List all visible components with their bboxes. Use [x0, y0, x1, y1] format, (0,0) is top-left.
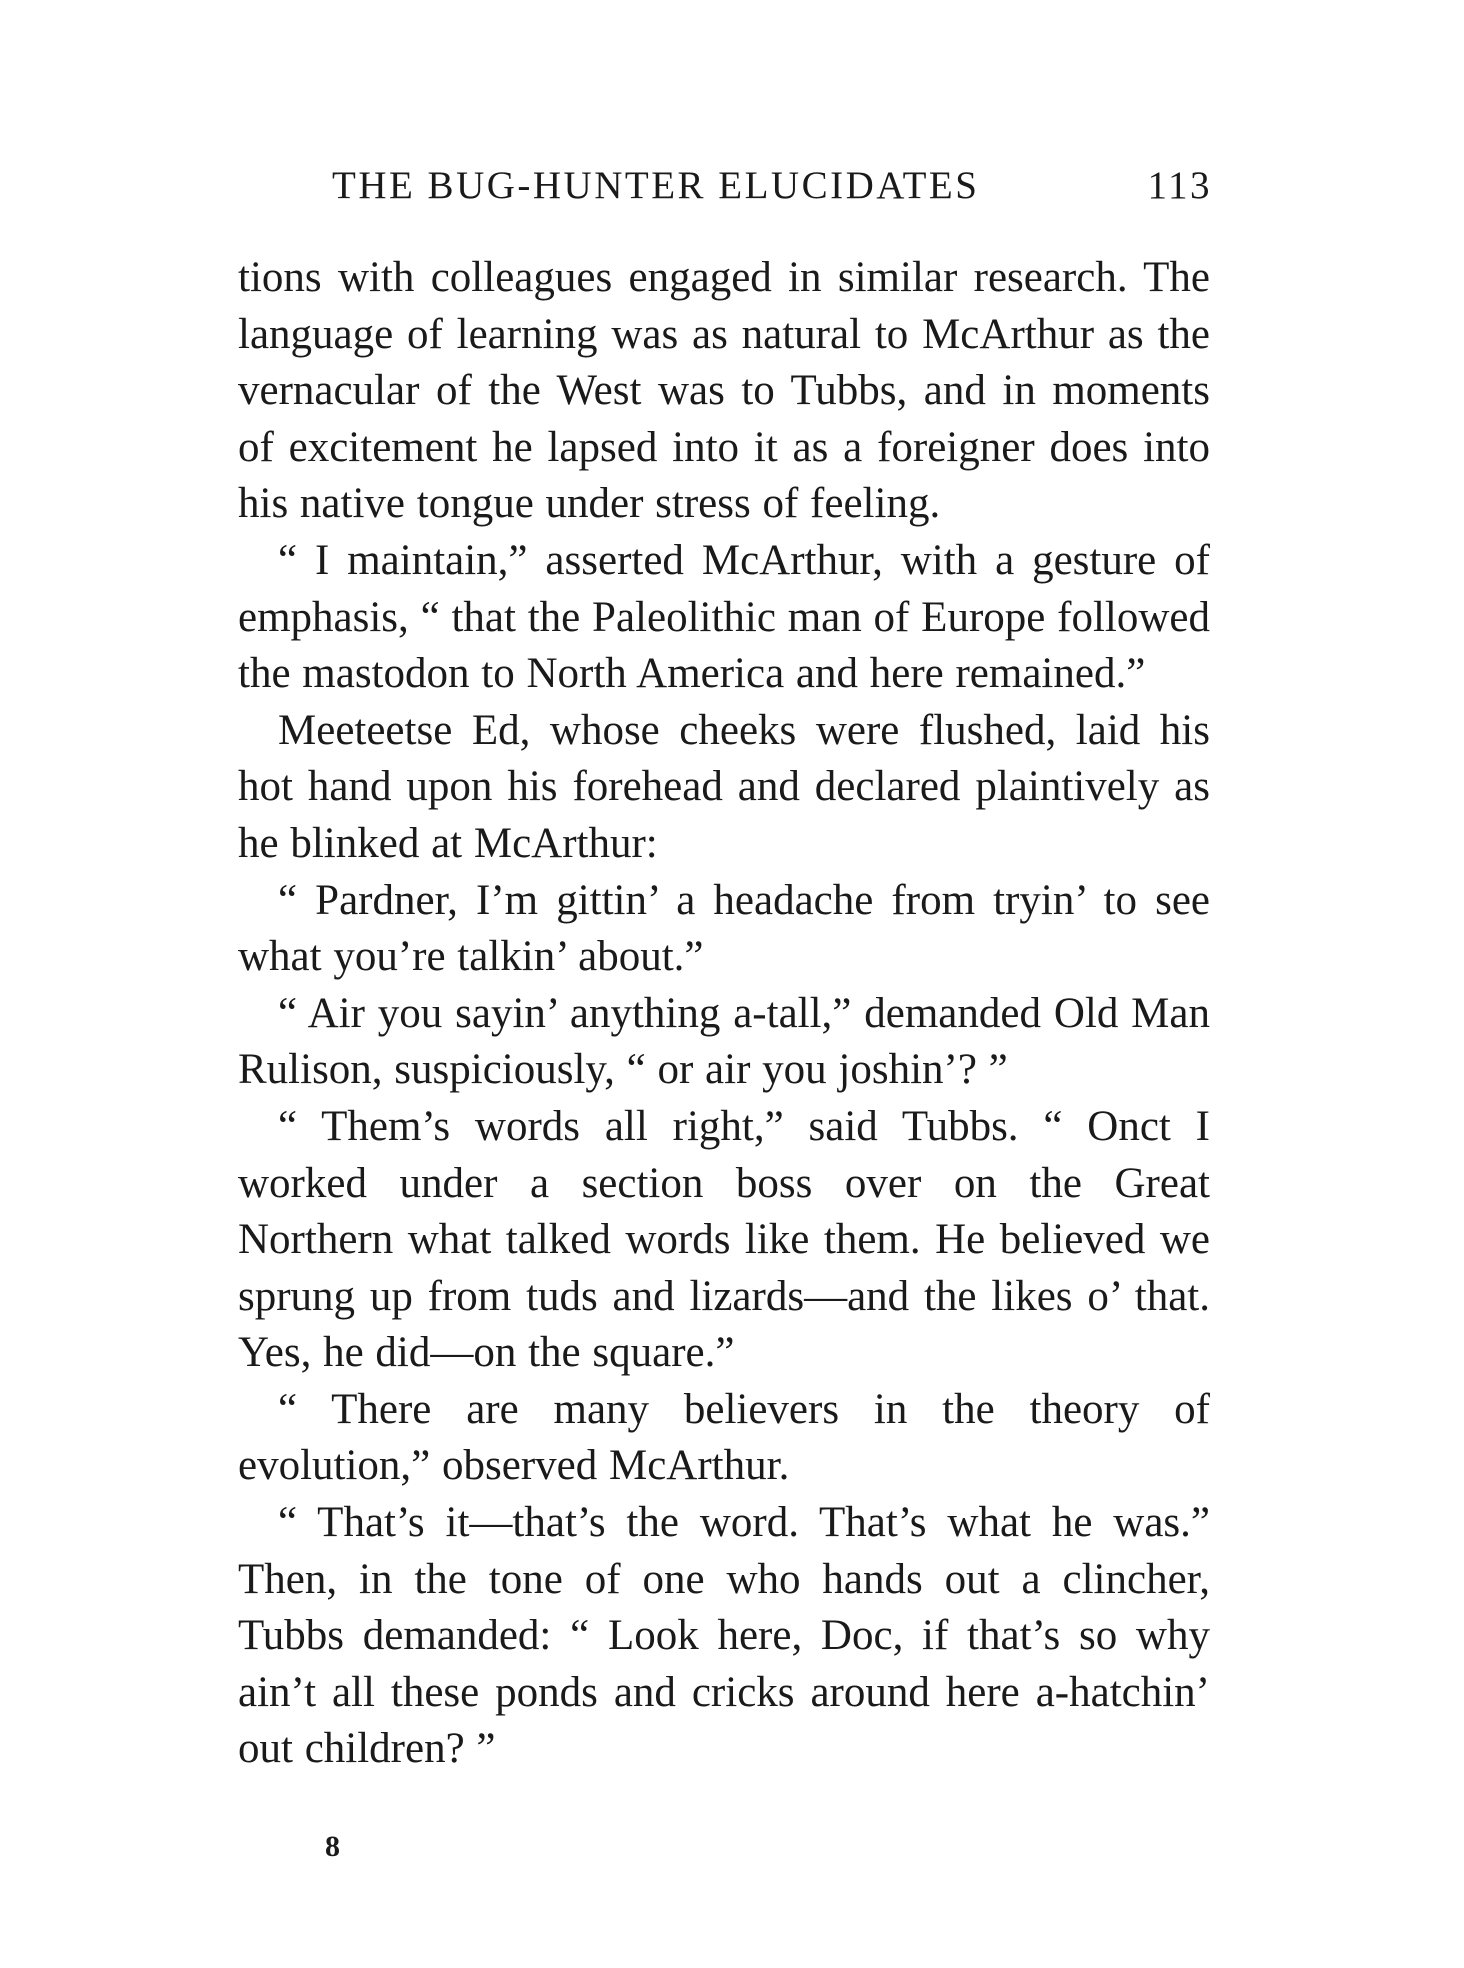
- running-title: THE BUG-HUNTER ELUCIDATES: [332, 163, 980, 207]
- body-text: [238, 250, 1210, 1778]
- paragraph-6: “ Them’s words all right,” said Tubbs. “ Onct I worked under a section boss over on the Great Northern what talked words like them. He believed we sprung up from tuds and lizards—and the likes o’ that. Yes, he did—on the square.”: [238, 1102, 1210, 1377]
- paragraph-4: “ Pardner, I’m gittin’ a headache from tryin’ to see what you’re talkin’ about.”: [238, 876, 1210, 981]
- paragraph-5: “ Air you sayin’ anything a-tall,” demanded Old Man Rulison, suspiciously, “ or air you joshin’? ”: [238, 989, 1210, 1094]
- running-head: [332, 158, 1212, 212]
- paragraph-2: “ I maintain,” asserted McArthur, with a gesture of emphasis, “ that the Paleolithic man of Europe followed the mastodon to North America and here remained.”: [238, 536, 1210, 698]
- paragraph-7: “ There are many believers in the theory of evolution,” observed McArthur.: [238, 1385, 1210, 1490]
- paragraph-8: “ That’s it—that’s the word. That’s what he was.” Then, in the tone of one who hands out a clincher, Tubbs demanded: “ Look here, Doc, if that’s so why ain’t all these ponds and cricks around here a-hatchin’ out children? ”: [238, 1499, 1210, 1773]
- page-number: 113: [1147, 163, 1212, 207]
- signature-mark: 8: [325, 1830, 340, 1863]
- paragraph-1: tions with colleagues engaged in similar research. The language of learning was as natural to McArthur as the vernacular of the West was to Tubbs, and in moments of excitement he lapsed into it as a foreigner does into his native tongue under stress of feeling.: [238, 254, 1210, 528]
- paragraph-3: Meeteetse Ed, whose cheeks were flushed, laid his hot hand upon his forehead and declared plaintively as he blinked at McArthur:: [238, 706, 1210, 867]
